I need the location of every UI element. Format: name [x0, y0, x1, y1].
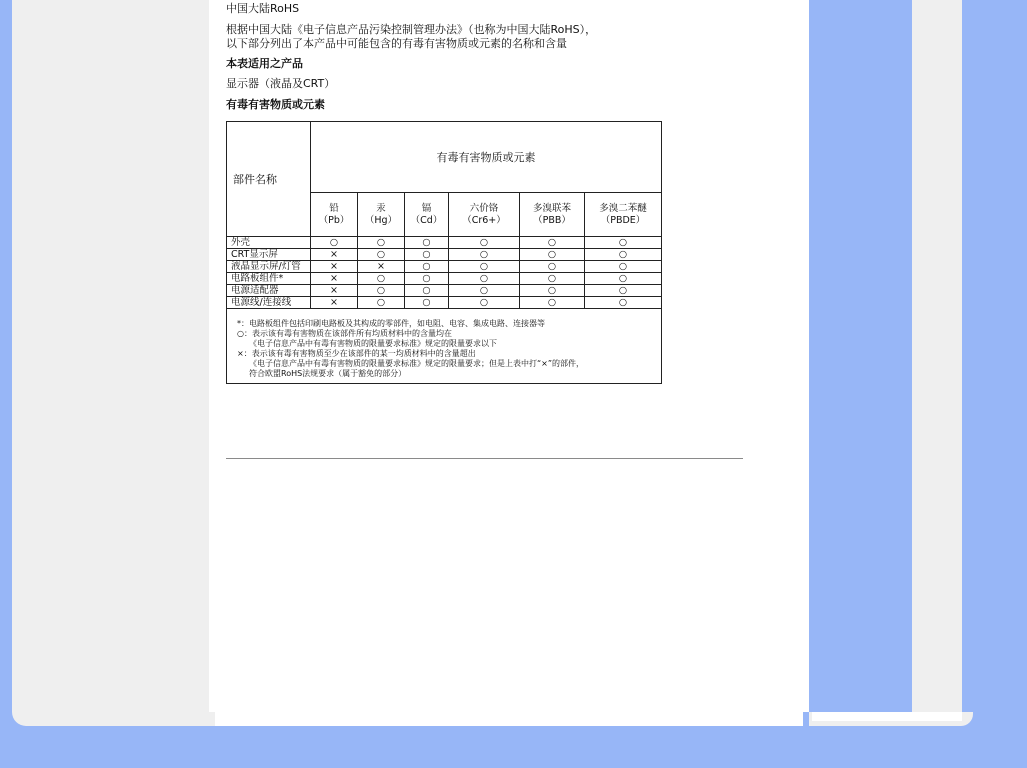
table-row [227, 237, 662, 249]
main-content-footer [215, 712, 796, 726]
horizontal-rule [226, 458, 743, 459]
table-row [227, 297, 662, 309]
table-row [227, 273, 662, 285]
status-cell: ○ [520, 273, 585, 285]
part-name-cell: CRT显示屏 [227, 249, 311, 261]
element-header-cd: 镉 （Cd） [405, 193, 449, 237]
note-line: ×：表示该有毒有害物质至少在该部件的某一均质材料中的含量超出 [237, 349, 476, 358]
substances-heading: 有毒有害物质或元素 [226, 98, 325, 111]
doc-title: 中国大陆RoHS [226, 2, 300, 15]
table-notes [227, 309, 662, 384]
status-cell: ○ [520, 297, 585, 309]
right-sidebar-panel [912, 0, 962, 712]
note-line: ○：表示该有毒有害物质在该部件所有均质材料中的含量均在 [237, 329, 452, 338]
part-name-cell: 电源适配器 [227, 285, 311, 297]
status-cell: × [311, 273, 358, 285]
status-cell: × [311, 297, 358, 309]
status-cell: ○ [585, 285, 662, 297]
status-cell: ○ [405, 237, 449, 249]
status-cell: ○ [449, 249, 520, 261]
status-cell: × [311, 249, 358, 261]
status-cell: × [311, 285, 358, 297]
element-header-pbb: 多溴联苯 （PBB） [520, 193, 585, 237]
status-cell: ○ [405, 249, 449, 261]
status-cell: ○ [585, 273, 662, 285]
table-row [227, 249, 662, 261]
element-header-pb: 铅 （Pb） [311, 193, 358, 237]
footer-divider [796, 712, 803, 726]
status-cell: ○ [520, 285, 585, 297]
substance-group-header: 有毒有害物质或元素 [311, 122, 662, 193]
main-footer-left-edge [203, 712, 215, 726]
element-header-hg: 汞 （Hg） [358, 193, 405, 237]
status-cell: ○ [405, 285, 449, 297]
intro-line-1: 根据中国大陆《电子信息产品污染控制管理办法》（也称为中国大陆RoHS）， [226, 23, 597, 36]
applies-heading: 本表适用之产品 [226, 57, 303, 70]
status-cell: ○ [358, 237, 405, 249]
status-cell: ○ [358, 249, 405, 261]
note-line: 《电子信息产品中有毒有害物质的限量要求标准》规定的限量要求；但是上表中打“×”的部件， [249, 359, 584, 368]
status-cell: ○ [449, 237, 520, 249]
status-cell: ○ [585, 297, 662, 309]
status-cell: ○ [449, 285, 520, 297]
notes-row [227, 309, 662, 384]
status-cell: ○ [358, 273, 405, 285]
table-row [227, 261, 662, 273]
rohs-table [226, 121, 662, 384]
status-cell: × [358, 261, 405, 273]
intro-line-2: 以下部分列出了本产品中可能包含的有毒有害物质或元素的名称和含量 [226, 37, 567, 50]
status-cell: ○ [585, 249, 662, 261]
right-sidebar-footer-inner [812, 712, 962, 721]
left-sidebar-panel [12, 0, 209, 712]
status-cell: ○ [405, 297, 449, 309]
status-cell: ○ [449, 273, 520, 285]
status-cell: ○ [358, 297, 405, 309]
left-sidebar-footer [12, 704, 209, 726]
element-header-pbde: 多溴二苯醚 （PBDE） [585, 193, 662, 237]
part-name-header: 部件名称 [227, 122, 311, 237]
status-cell: ○ [449, 297, 520, 309]
status-cell: × [311, 261, 358, 273]
part-name-cell: 液晶显示屏/灯管 [227, 261, 311, 273]
status-cell: ○ [449, 261, 520, 273]
note-line: 符合欧盟RoHS法规要求（属于豁免的部分） [249, 369, 407, 378]
status-cell: ○ [520, 249, 585, 261]
status-cell: ○ [585, 237, 662, 249]
element-header-cr6: 六价铬 （Cr6+） [449, 193, 520, 237]
applies-value: 显示器（液晶及CRT） [226, 77, 336, 90]
status-cell: ○ [520, 237, 585, 249]
part-name-cell: 电路板组件* [227, 273, 311, 285]
note-line: *：电路板组件包括印刷电路板及其构成的零部件，如电阻、电容、集成电路、连接器等 [237, 319, 545, 328]
status-cell: ○ [311, 237, 358, 249]
status-cell: ○ [405, 273, 449, 285]
status-cell: ○ [358, 285, 405, 297]
part-name-cell: 电源线/连接线 [227, 297, 311, 309]
status-cell: ○ [520, 261, 585, 273]
status-cell: ○ [405, 261, 449, 273]
part-name-cell: 外壳 [227, 237, 311, 249]
note-line: 《电子信息产品中有毒有害物质的限量要求标准》规定的限量要求以下 [249, 339, 497, 348]
table-row [227, 285, 662, 297]
status-cell: ○ [585, 261, 662, 273]
